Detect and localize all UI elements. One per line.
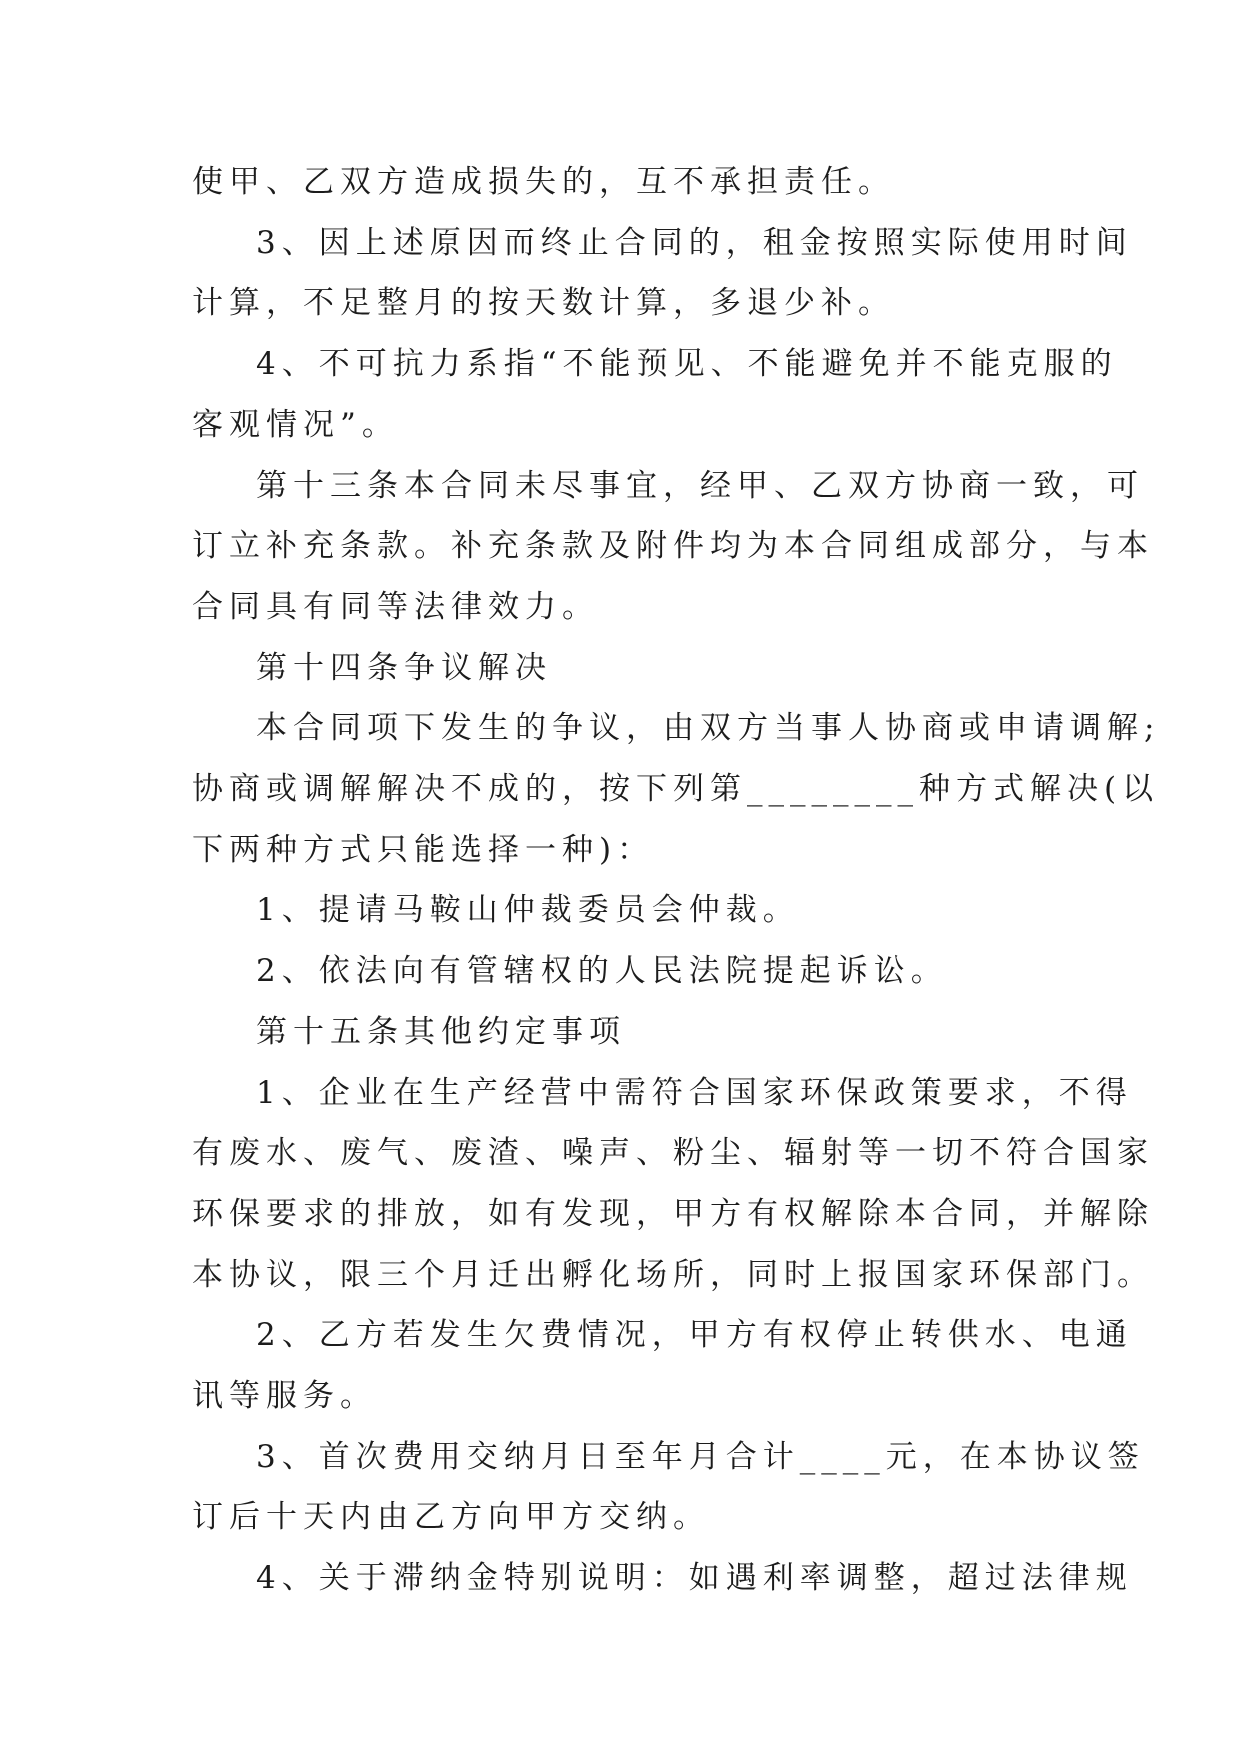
text-line: 3、因上述原因而终止合同的，租金按照实际使用时间 (256, 224, 1133, 261)
text-line: 环保要求的排放，如有发现，甲方有权解除本合同，并解除 (192, 1195, 1154, 1232)
paragraph-article-13 (192, 456, 1154, 638)
text-line: 2、乙方若发生欠费情况，甲方有权停止转供水、电通 (256, 1317, 1133, 1354)
text-line: 本协议，限三个月迁出孵化场所，同时上报国家环保部门。 (192, 1256, 1154, 1293)
text-line: 订立补充条款。补充条款及附件均为本合同组成部分，与本 (192, 528, 1154, 565)
document-body (192, 152, 1161, 1609)
paragraph-late-fee (192, 1548, 1133, 1609)
text-line: 第十三条本合同未尽事宜，经甲、乙双方协商一致，可 (256, 467, 1144, 504)
paragraph-force-majeure-liability (192, 152, 1052, 213)
text-line: 2、依法向有管辖权的人民法院提起诉讼。 (256, 953, 948, 990)
text-line: 4、不可抗力系指“不能预见、不能避免并不能克服的 (256, 346, 1118, 383)
paragraph-first-payment (192, 1427, 1145, 1548)
text-line: 有废水、废气、废渣、噪声、粉尘、辐射等一切不符合国家 (192, 1135, 1154, 1172)
text-line: 订后十天内由乙方向甲方交纳。 (192, 1499, 710, 1536)
text-line: 使甲、乙双方造成损失的，互不承担责任。 (192, 164, 895, 200)
text-line: 3、首次费用交纳月日至年月合计____元，在本协议签 (256, 1438, 1145, 1475)
heading-article-14 (192, 638, 1052, 699)
paragraph-option-arbitration (192, 880, 1052, 941)
text-line: 1、企业在生产经营中需符合国家环保政策要求，不得 (256, 1074, 1133, 1111)
paragraph-option-litigation (192, 941, 1052, 1002)
text-line: 合同具有同等法律效力。 (192, 588, 599, 625)
text-line: 计算，不足整月的按天数计算，多退少补。 (192, 285, 895, 322)
heading-article-15 (192, 1002, 1052, 1063)
paragraph-force-majeure-definition (192, 334, 1118, 455)
text-line: 4、关于滞纳金特别说明：如遇利率调整，超过法律规 (256, 1560, 1133, 1597)
text-line: 下两种方式只能选择一种)： (192, 831, 655, 868)
text-line: 本合同项下发生的争议，由双方当事人协商或申请调解; (256, 710, 1161, 747)
paragraph-environmental-requirements (192, 1063, 1154, 1306)
text-line: 1、提请马鞍山仲裁委员会仲裁。 (256, 892, 800, 929)
text-line: 第十四条争议解决 (256, 649, 552, 686)
text-line: 客观情况”。 (192, 406, 399, 443)
text-line: 协商或调解解决不成的，按下列第________种方式解决(以 (192, 771, 1160, 808)
text-line: 讯等服务。 (192, 1378, 377, 1415)
paragraph-arrears (192, 1305, 1133, 1426)
paragraph-dispute-resolution (192, 698, 1161, 880)
text-line: 第十五条其他约定事项 (256, 1013, 626, 1050)
paragraph-rent-calculation (192, 213, 1133, 334)
